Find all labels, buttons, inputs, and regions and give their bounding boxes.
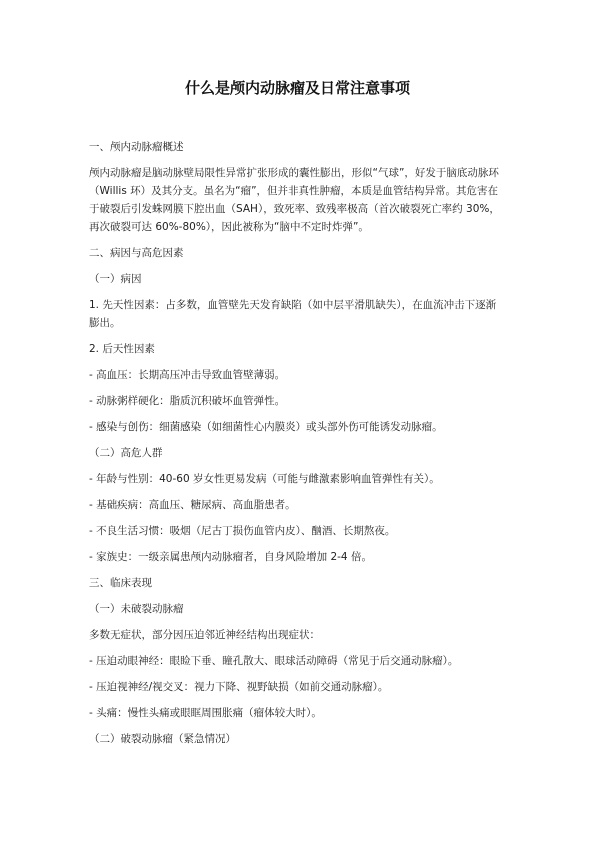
symptom-oculomotor: - 压迫动眼神经：眼睑下垂、瞳孔散大、眼球活动障碍（常见于后交通动脉瘤）。 xyxy=(89,655,459,667)
subheading-causes: （一）病因 xyxy=(89,273,142,285)
subheading-unruptured: （一）未破裂动脉瘤 xyxy=(89,603,184,615)
cause-atherosclerosis: - 动脉粥样硬化：脂质沉积破坏血管弹性。 xyxy=(89,395,286,407)
risk-age-gender: - 年龄与性别：40-60 岁女性更易发病（可能与雌激素影响血管弹性有关）。 xyxy=(89,473,440,485)
subheading-high-risk: （二）高危人群 xyxy=(89,447,163,459)
symptom-headache: - 头痛：慢性头痛或眼眶周围胀痛（瘤体较大时）。 xyxy=(89,707,322,719)
cause-congenital: 1. 先天性因素：占多数，血管壁先天发育缺陷（如中层平滑肌缺失），在血流冲击下逐渐膨出。 xyxy=(89,299,497,329)
symptom-optic: - 压迫视神经/视交叉：视力下降、视野缺损（如前交通动脉瘤）。 xyxy=(89,681,389,693)
section-heading-symptoms: 三、临床表现 xyxy=(89,577,152,589)
risk-family-history: - 家族史：一级亲属患颅内动脉瘤者，自身风险增加 2-4 倍。 xyxy=(89,551,372,563)
overview-paragraph: 颅内动脉瘤是脑动脉壁局限性异常扩张形成的囊性膨出，形似“气球”，好发于脑底动脉环（Willis 环）及其分支。虽名为“瘤”，但并非真性肿瘤，本质是血管结构异常。其危害在于破裂后引发蛛网膜下腔出血（SAH），致死率、致残率极高（首次破裂死亡率约 30%，再次破裂可达 60%-80%），因此被称为“脑中不定时炸弹”。 xyxy=(89,167,500,233)
document-title: 什么是颅内动脉瘤及日常注意事项 xyxy=(184,79,410,97)
cause-hypertension: - 高血压：长期高压冲击导致血管壁薄弱。 xyxy=(89,369,286,381)
cause-infection-trauma: - 感染与创伤：细菌感染（如细菌性心内膜炎）或头部外伤可能诱发动脉瘤。 xyxy=(89,421,443,433)
risk-underlying-disease: - 基础疾病：高血压、糖尿病、高血脂患者。 xyxy=(89,499,296,511)
subheading-ruptured: （二）破裂动脉瘤（紧急情况） xyxy=(89,733,236,745)
section-heading-causes: 二、病因与高危因素 xyxy=(89,247,184,259)
unruptured-intro: 多数无症状，部分因压迫邻近神经结构出现症状： xyxy=(89,629,320,641)
risk-lifestyle: - 不良生活习惯：吸烟（尼古丁损伤血管内皮）、酗酒、长期熬夜。 xyxy=(89,525,396,537)
document-body xyxy=(89,138,506,748)
section-heading-overview: 一、颅内动脉瘤概述 xyxy=(89,141,184,153)
cause-acquired-heading: 2. 后天性因素 xyxy=(89,343,155,355)
